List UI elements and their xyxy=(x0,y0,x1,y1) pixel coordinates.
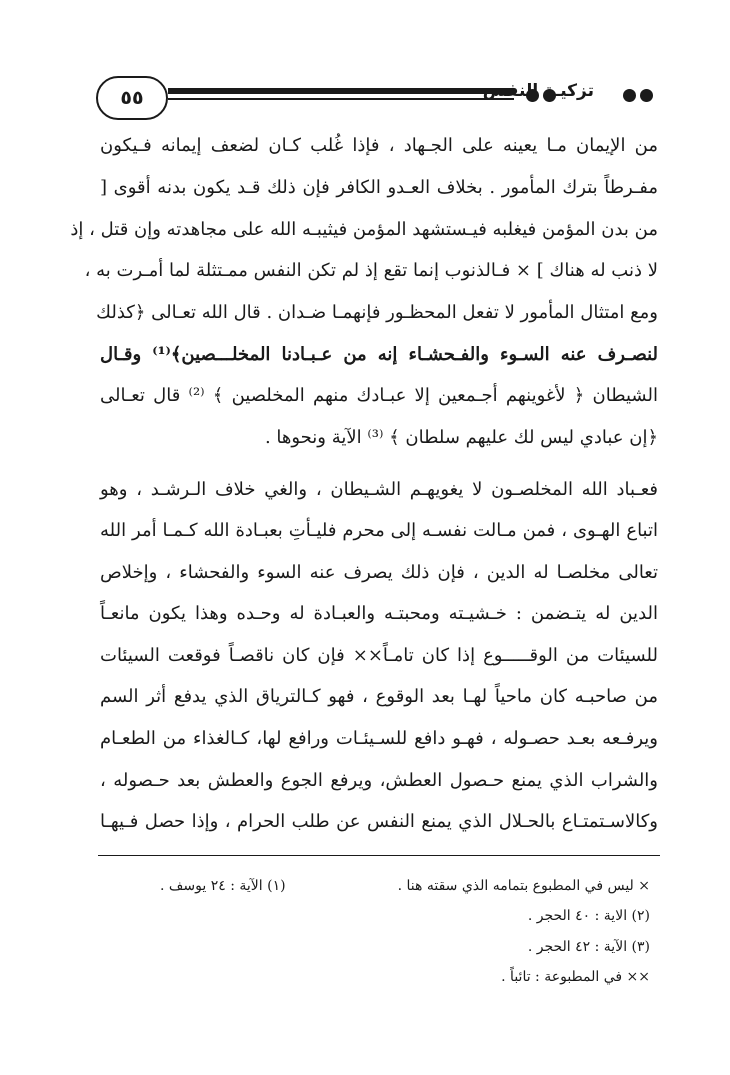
text-line: للسيئات من الوقـــــوع إذا كان تامـاً×× فإن كان ناقصـاً فوقعت السيئات xyxy=(100,645,658,666)
text-line: لنصـرف عنه السـوء والفـحشـاء إنه من عـبـادنا المخلـــصين﴾⁽¹⁾ وقـال xyxy=(100,344,658,365)
text-line: اتباع الهـوى ، فمن مـالت نفسـه إلى محرم فليـأتِ بعبـادة الله كـمـا أمر الله xyxy=(100,520,658,541)
text-line: تعالى مخلصـا له الدين ، فإن ذلك يصرف عنه السوء والفحشاء ، وإخلاص xyxy=(100,562,658,583)
text-line: وكالاسـتمتـاع بالحـلال الذي يمنع النفس عن طلب الحرام ، وإذا حصل فـيهـا xyxy=(100,811,658,832)
footnote-separator xyxy=(98,855,660,856)
chapter-title: تزكيـة النفس xyxy=(482,81,594,101)
text-line: ويرفـعه بعـد حصـوله ، فهـو دافع للسـيئـات ورافع لها، كـالغذاء من الطعـام xyxy=(100,728,658,749)
text-line: من الإيمان مـا يعينه على الجـهاد ، فإذا غُلب كـان لضعف إيمانه فـيكون xyxy=(100,135,658,156)
text-line: من صاحبـه كان ماحياً لهـا بعد الوقوع ، فهو كـالترياق الذي يدفع أثر السم xyxy=(100,686,658,707)
text-line: الدين له يتـضمن : خـشيـته ومحبتـه والعبـادة له وحـده وهذا يكون مانعـاً xyxy=(100,603,658,624)
text-line: ومع امتثال المأمور لا تفعل المحظـور فإنهمـا ضـدان . قال الله تعـالى ﴿كذلك xyxy=(96,302,658,323)
text-line: من بدن المؤمن فيغلبه فيـستشهد المؤمن فيثيبـه الله على مجاهدته وإن قتل ، إذ xyxy=(70,219,658,240)
footnote-x: × ليس في المطبوع بتمامه الذي سقته هنا . xyxy=(397,878,650,894)
footnote-2: (٢) الاية : ٤٠ الحجر . xyxy=(527,908,650,924)
page-number: ٥٥ xyxy=(96,76,168,120)
ornament-dot xyxy=(640,89,653,102)
footnote-xx: ×× في المطبوعة : تائباً . xyxy=(501,969,650,985)
page-header xyxy=(96,74,656,124)
text-line: الشيطان ﴿ لأغوينهم أجـمعين إلا عبـادك منهم المخلصين ﴾ ⁽²⁾ قال تعـالى xyxy=(100,385,658,406)
text-line: فعـباد الله المخلصـون لا يغويهـم الشـيطان ، والغي خلاف الـرشـد ، وهو xyxy=(100,479,658,500)
header-rule xyxy=(168,88,514,94)
header-rule-thin xyxy=(168,98,514,100)
text-line: ﴿إن عبادي ليس لك عليهم سلطان ﴾ ⁽³⁾ الآية ونحوها . xyxy=(264,427,658,448)
ornament-dot xyxy=(623,89,636,102)
text-line: مفـرطاً بترك المأمور . بخلاف العـدو الكافر فإن ذلك قـد يكون بدنه أقوى [ xyxy=(100,177,658,198)
text-line: والشراب الذي يمنع حـصول العطش، ويرفع الجوع والعطش بعد حـصوله ، xyxy=(100,770,658,791)
footnote-1: (١) الآية : ٢٤ يوسف . xyxy=(160,878,286,894)
text-line: لا ذنب له هناك ] × فـالذنوب إنما تقع إذ لم تكن النفس ممـتثلة لما أمـرت به ، xyxy=(84,260,658,281)
footnote-3: (٣) الآية : ٤٢ الحجر . xyxy=(527,939,650,955)
